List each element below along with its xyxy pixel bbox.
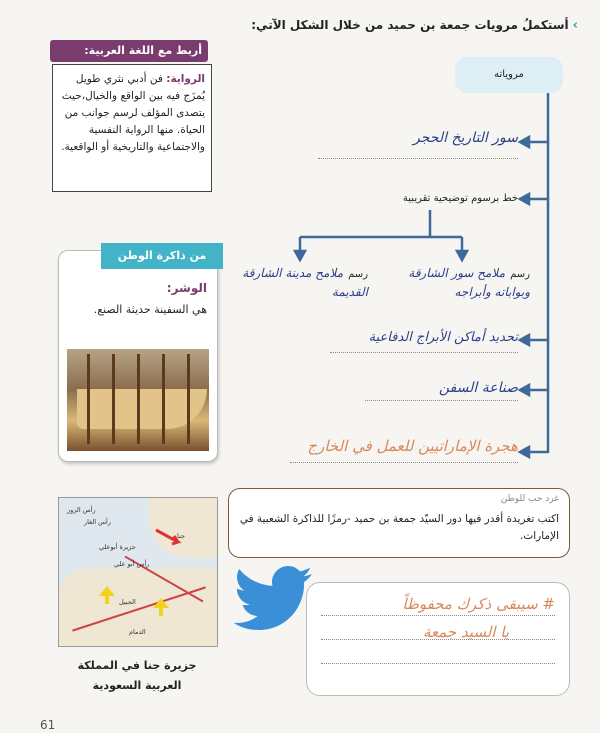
arabic-link-title: أربط مع اللغة العربية:: [50, 40, 208, 62]
tweet-prompt: اكتب تغريدة أقدر فيها دور السيّد جمعة بن حميد -رمزًا للذاكرة الشعبية في الإمارات.: [239, 513, 559, 542]
tweet-answer-line-2: يا السيد جمعة: [422, 623, 509, 641]
answer-line: [290, 462, 518, 463]
map-place: رأس الزور: [67, 506, 96, 514]
diagram-root: مروياته: [455, 57, 563, 93]
answer-item-1: سور التاريخ الحجر: [413, 130, 518, 146]
instruction-text: أستكملُ مرويات جمعة بن حميد من خلال الشكل الآتي:: [251, 18, 569, 32]
map-place: جنا: [177, 532, 185, 540]
answer-item-5: هجرة الإماراتيين للعمل في الخارج: [307, 437, 518, 455]
sub-right-answer: ملامح سور الشارقة وبواباته وأبراجه: [408, 266, 530, 299]
homeland-memory-title: من ذاكرة الوطن: [101, 243, 223, 269]
wishar-definition: هي السفينة حديثة الصنع.: [93, 303, 207, 316]
answer-line: [330, 352, 518, 353]
sub-right: [390, 262, 530, 300]
tweet-answer-box: [306, 582, 570, 696]
sub-left-answer: ملامح مدينة الشارقة القديمة: [242, 266, 368, 299]
sub-left: [228, 262, 368, 300]
twitter-bird-icon: [234, 566, 314, 632]
answer-line: [321, 615, 555, 616]
diagram-item-2: خط برسوم توضيحية تقريبية: [402, 193, 518, 204]
tweet-prompt-box: [228, 488, 570, 558]
map-place: الجبيل: [119, 598, 136, 606]
answer-line: [365, 400, 518, 401]
answer-line: [318, 158, 518, 159]
tweet-answer-line-1: # سيبقى ذكرك محفوظاً: [402, 595, 555, 613]
answer-item-3: تحديد أماكن الأبراج الدفاعية: [368, 330, 518, 345]
novel-definition: فن أدبي نثري طويل يُمزَج فيه بين الواقع والخيال،حيث يتصدى المؤلف لرسم جوانب من الحياة. منها الرواية النفسية والاجتماعية والتاريخية أو الواقعية.: [61, 73, 205, 153]
map-place: الدمام: [129, 628, 146, 636]
answer-item-4: صناعة السفن: [438, 380, 518, 396]
sub-left-prefix: رسم: [348, 269, 368, 280]
page-number: 61: [40, 718, 56, 732]
map-place: رأس الغار: [84, 518, 111, 526]
chevron-icon: ›: [572, 18, 578, 33]
sub-right-prefix: رسم: [510, 269, 530, 280]
map-place: جزيرة أبوعلي: [99, 543, 136, 551]
answer-line: [321, 663, 555, 664]
wishar-term: الوشر:: [166, 281, 207, 295]
tweet-title: غرد حب للوطن: [500, 494, 559, 504]
novel-term: الرواية:: [166, 73, 205, 85]
map-place: رأس أبو علي: [114, 560, 150, 568]
map-caption: جزيرة جنا في المملكة العربية السعودية: [77, 659, 197, 692]
